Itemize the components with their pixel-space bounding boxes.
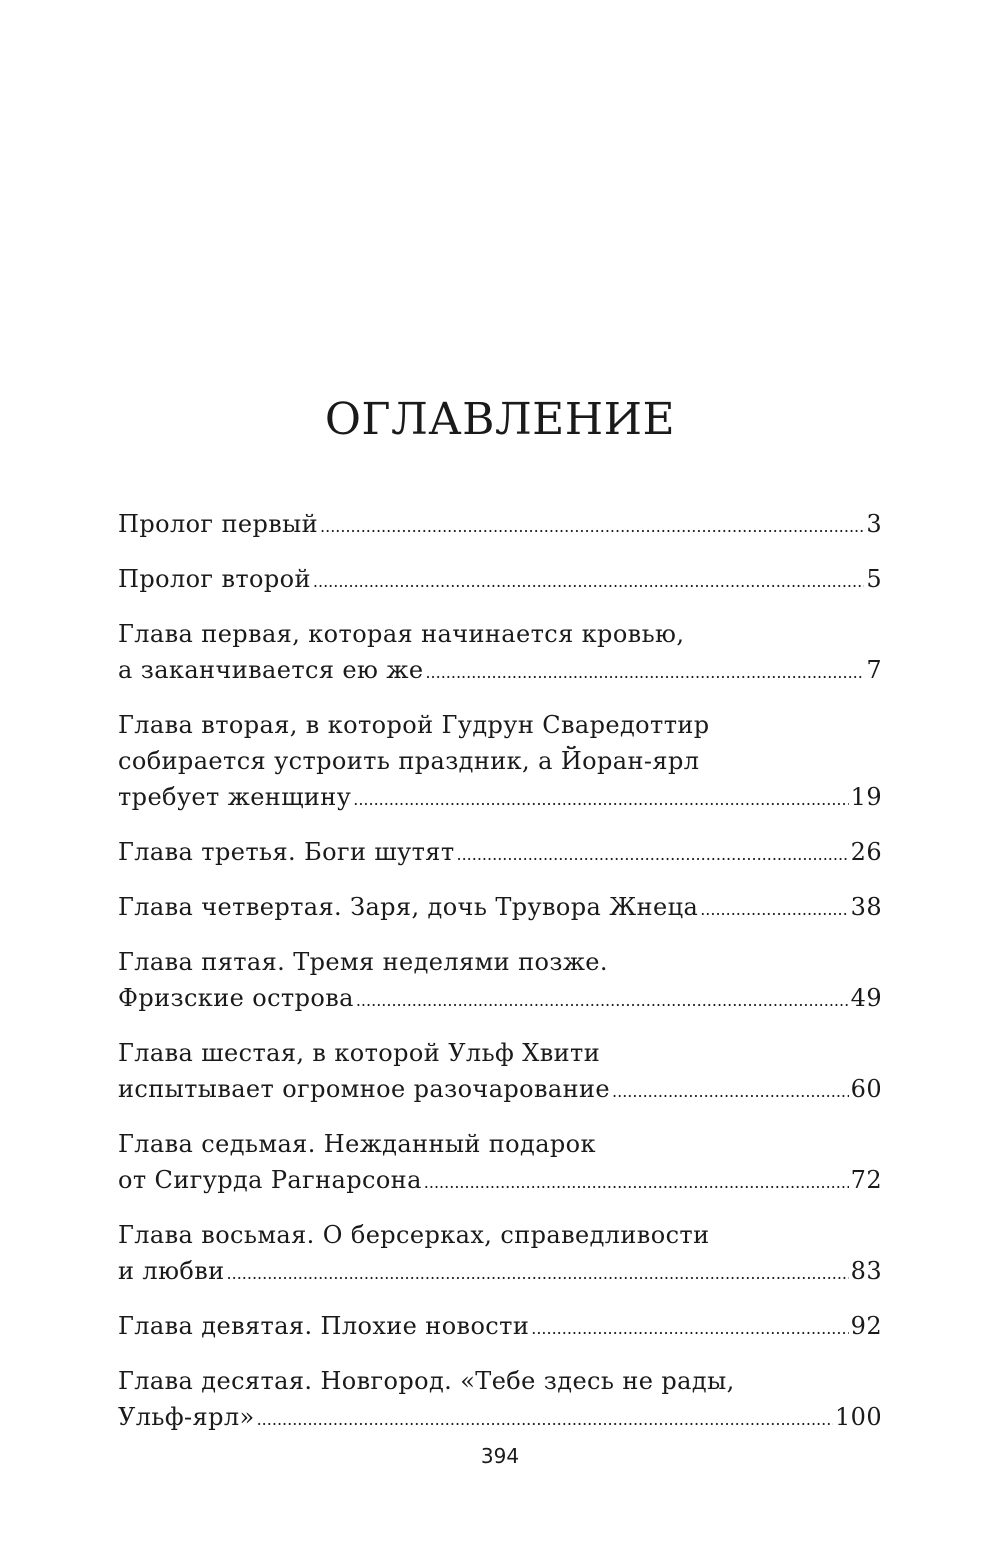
toc-entry (118, 616, 882, 691)
dot-leader (353, 782, 848, 818)
toc-entry-title-line: Глава седьмая. Нежданный подарок (118, 1130, 596, 1158)
dot-leader (457, 837, 849, 873)
toc-entry (118, 506, 882, 545)
toc-entry-last-line (118, 652, 882, 691)
dot-leader (612, 1074, 849, 1110)
toc-entry (118, 889, 882, 928)
toc-entry-title-line: Пролог второй (118, 565, 311, 593)
toc-entry-last-line (118, 506, 882, 545)
toc-entry (118, 1363, 882, 1438)
toc-entry-title-line: собирается устроить праздник, а Йоран-ярл (118, 747, 700, 775)
toc-entry-title-line: и любви (118, 1257, 225, 1285)
toc-entry-title-line: Глава пятая. Тремя неделями позже. (118, 948, 608, 976)
dot-leader (356, 983, 849, 1019)
toc-entry-last-line (118, 1399, 882, 1438)
toc-entry-title-line: Глава восьмая. О берсерках, справедливости (118, 1221, 710, 1249)
toc-entry (118, 1035, 882, 1110)
toc-entry-page: 5 (866, 565, 882, 593)
toc-list (118, 506, 882, 1454)
toc-entry-page: 7 (866, 656, 882, 684)
toc-entry-last-line (118, 561, 882, 600)
toc-entry-page: 83 (850, 1257, 882, 1285)
toc-entry-page: 3 (866, 510, 882, 538)
toc-entry-last-line (118, 980, 882, 1019)
dot-leader (320, 509, 864, 545)
toc-entry (118, 707, 882, 818)
dot-leader (531, 1311, 848, 1347)
toc-entry-page: 72 (850, 1166, 882, 1194)
toc-entry-title-line: Пролог первый (118, 510, 319, 538)
toc-entry-page: 100 (834, 1403, 882, 1431)
toc-entry (118, 1217, 882, 1292)
toc-entry-title-line: испытывает огромное разочарование (118, 1075, 611, 1103)
toc-title: ОГЛАВЛЕНИЕ (324, 394, 676, 445)
dot-leader (227, 1256, 849, 1292)
toc-entry-title-line: Глава вторая, в которой Гудрун Сваредоттир (118, 711, 710, 739)
toc-entry-last-line (118, 889, 882, 928)
toc-entry-title-line: Ульф-ярл» (118, 1403, 255, 1431)
dot-leader (257, 1402, 833, 1438)
toc-entry-last-line (118, 1162, 882, 1201)
toc-entry (118, 561, 882, 600)
toc-entry (118, 1126, 882, 1201)
toc-entry-title-line: Фризские острова (118, 984, 354, 1012)
page-number: 394 (480, 1444, 520, 1468)
toc-entry-page: 26 (850, 838, 882, 866)
toc-entry-last-line (118, 1253, 882, 1292)
toc-entry-page: 92 (850, 1312, 882, 1340)
toc-entry-title-line: Глава девятая. Плохие новости (118, 1312, 530, 1340)
toc-entry-page: 60 (850, 1075, 882, 1103)
toc-entry (118, 944, 882, 1019)
toc-entry-page: 19 (850, 783, 882, 811)
dot-leader (313, 564, 864, 600)
toc-entry (118, 1308, 882, 1347)
toc-entry-page: 38 (850, 893, 882, 921)
toc-entry-title-line: Глава первая, которая начинается кровью, (118, 620, 685, 648)
toc-entry-title-line: от Сигурда Рагнарсона (118, 1166, 422, 1194)
toc-entry-last-line (118, 834, 882, 873)
toc-entry-title-line: требует женщину (118, 783, 352, 811)
toc-entry (118, 834, 882, 873)
toc-entry-last-line (118, 1071, 882, 1110)
toc-entry-title-line: Глава третья. Боги шутят (118, 838, 455, 866)
toc-entry-page: 49 (850, 984, 882, 1012)
toc-entry-last-line (118, 779, 882, 818)
toc-entry-title-line: а заканчивается ею же (118, 656, 424, 684)
dot-leader (424, 1165, 849, 1201)
dot-leader (700, 892, 848, 928)
toc-entry-last-line (118, 1308, 882, 1347)
toc-entry-title-line: Глава четвертая. Заря, дочь Трувора Жнеца (118, 893, 699, 921)
toc-entry-title-line: Глава десятая. Новгород. «Тебе здесь не рады, (118, 1367, 735, 1395)
toc-entry-title-line: Глава шестая, в которой Ульф Хвити (118, 1039, 601, 1067)
dot-leader (425, 655, 864, 691)
